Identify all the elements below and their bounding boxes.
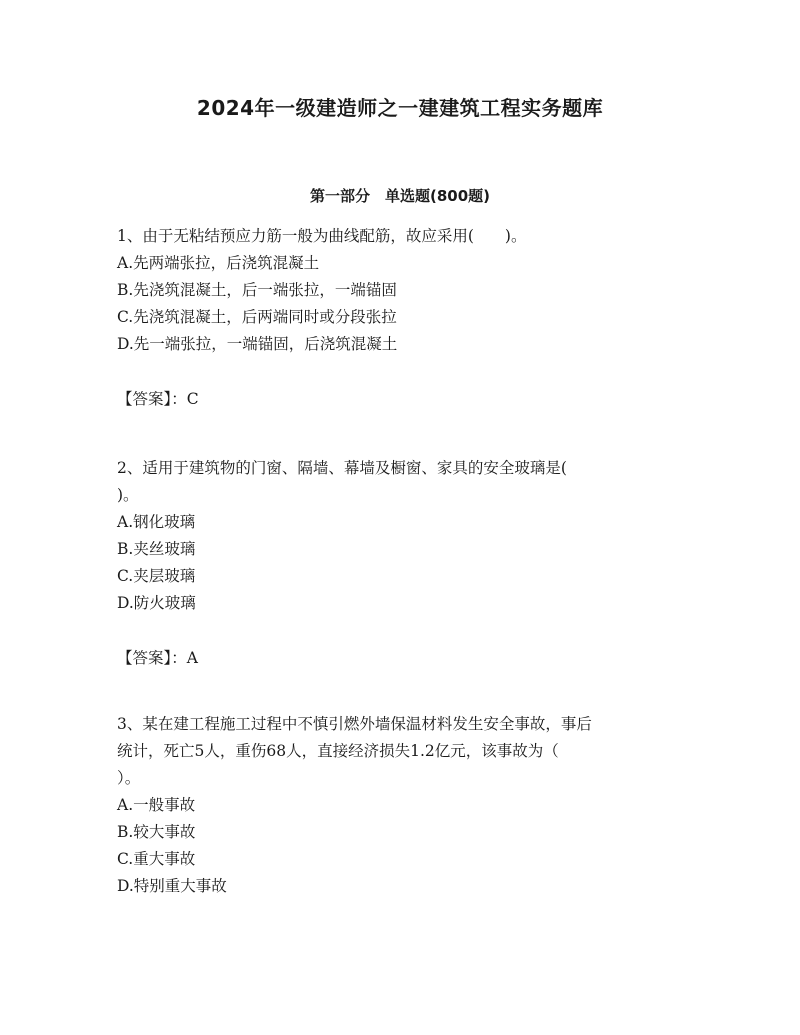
option-b: B.较大事故: [117, 823, 196, 841]
question-3: [117, 711, 697, 900]
option-d: D.特别重大事故: [117, 877, 227, 895]
option-d: D.防火玻璃: [117, 594, 196, 612]
option-c: C.夹层玻璃: [117, 567, 196, 585]
option-a: A.一般事故: [117, 796, 196, 814]
section-heading: 第一部分 单选题(800题): [309, 187, 491, 205]
option-d: D.先一端张拉，一端锚固，后浇筑混凝土: [117, 335, 398, 353]
question-stem: 2、适用于建筑物的门窗、隔墙、幕墙及橱窗、家具的安全玻璃是(: [117, 459, 567, 477]
answer-2: 【答案】：A: [117, 649, 198, 667]
question-stem-cont: ）。: [117, 769, 141, 787]
question-1: [117, 223, 697, 358]
option-a: A.先两端张拉，后浇筑混凝土: [117, 254, 320, 272]
question-stem: 3、某在建工程施工过程中不慎引燃外墙保温材料发生安全事故，事后: [117, 715, 592, 733]
question-stem-cont: 统计，死亡5人，重伤68人，直接经济损失1.2亿元，该事故为（: [117, 742, 559, 760]
question-stem: 1、由于无粘结预应力筋一般为曲线配筋，故应采用( )。: [117, 227, 527, 245]
document-title: 2024年一级建造师之一建建筑工程实务题库: [196, 96, 604, 120]
option-a: A.钢化玻璃: [117, 513, 196, 531]
option-b: B.先浇筑混凝土，后一端张拉，一端锚固: [117, 281, 397, 299]
question-2: [117, 455, 697, 617]
question-stem-cont: )。: [117, 486, 139, 504]
answer-1: 【答案】：C: [117, 390, 199, 408]
option-b: B.夹丝玻璃: [117, 540, 196, 558]
option-c: C.先浇筑混凝土，后两端同时或分段张拉: [117, 308, 397, 326]
option-c: C.重大事故: [117, 850, 196, 868]
